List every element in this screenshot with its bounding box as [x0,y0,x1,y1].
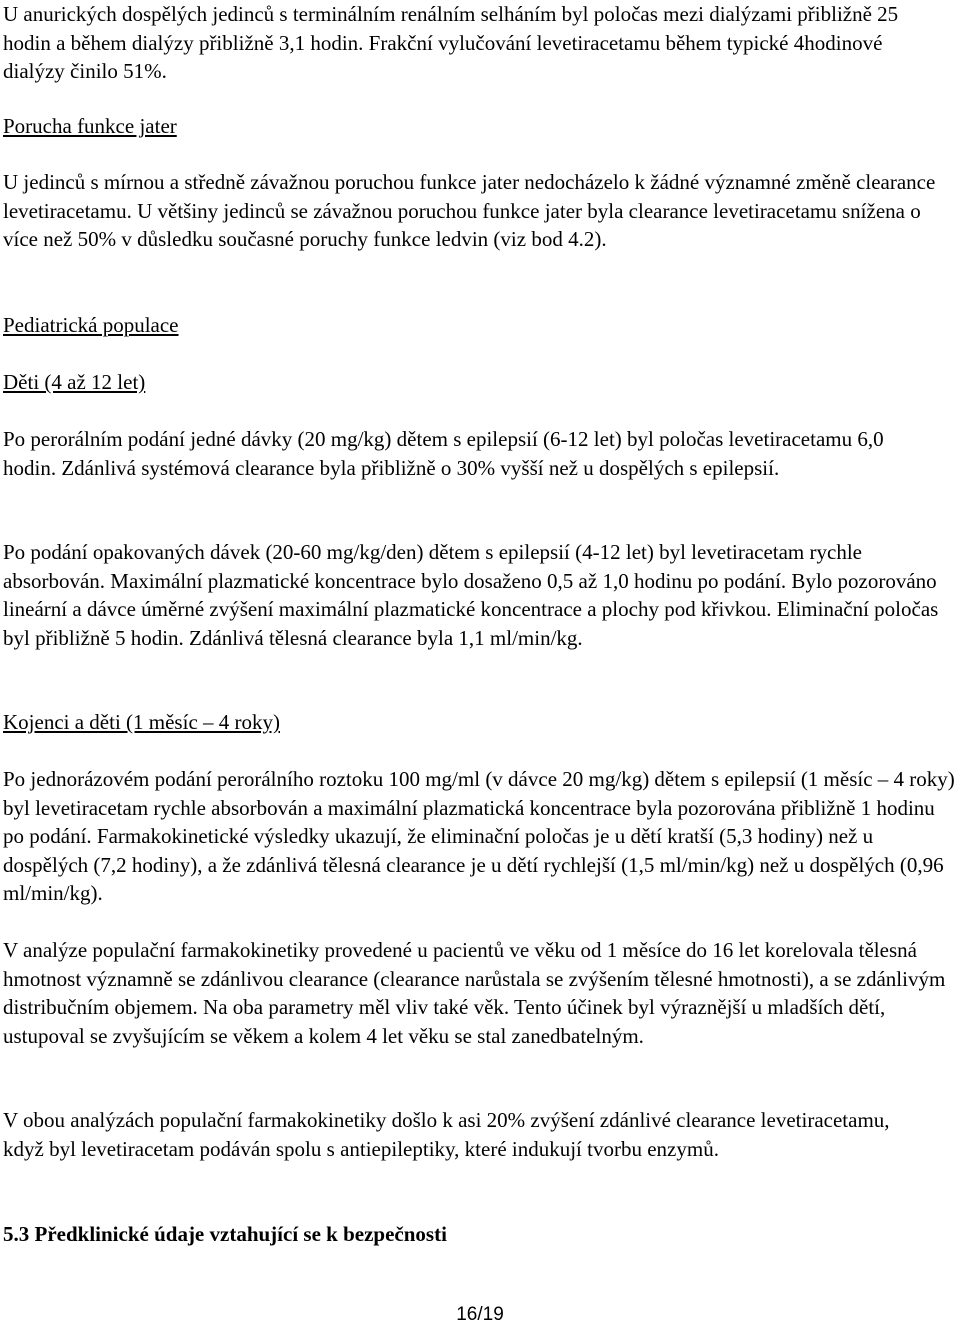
subheading-infants: Kojenci a děti (1 měsíc – 4 roky) [3,710,280,734]
paragraph-infants-3: V obou analýzách populační farmakokinetiky došlo k asi 20% zvýšení zdánlivé clearance levetiracetamu, když byl levetiracetam podáván spolu s antiepileptiky, které indukují tvorbu enzymů. [3,1108,890,1161]
paragraph-infants-2: V analýze populační farmakokinetiky provedené u pacientů ve věku od 1 měsíce do 16 let korelovala tělesná hmotnost významně se zdánlivou clearance (clearance narůstala se zvýšením tělesné hmotnosti), a se zdánlivým distribučním objemem. Na oba parametry měl vliv také věk. Tento účinek byl výraznější u mladších dětí, ustupoval se zvyšujícím se věkem a kolem 4 let věku se stal zanedbatelným. [3,938,946,1048]
subheading-hepatic: Porucha funkce jater [3,114,177,138]
paragraph-children-2: Po podání opakovaných dávek (20-60 mg/kg/den) dětem s epilepsií (4-12 let) byl levetiracetam rychle absorbován. Maximální plazmatické koncentrace bylo dosaženo 0,5 až 1,0 hodinu po podání. Bylo pozorováno lineární a dávce úměrné zvýšení maximální plazmatické koncentrace a plochy pod křivkou. Eliminační poločas byl přibližně 5 hodin. Zdánlivá tělesná clearance byla 1,1 ml/min/kg. [3,540,939,650]
subheading-pediatric: Pediatrická populace [3,313,179,337]
paragraph-renal: U anurických dospělých jedinců s terminálním renálním selháním byl poločas mezi dialýzami přibližně 25 hodin a během dialýzy přibližně 3,1 hodin. Frakční vylučování levetiracetamu během typické 4hodinové dialýzy činilo 51%. [3,2,899,84]
section-heading: 5.3 Předklinické údaje vztahující se k bezpečnosti [3,1222,447,1246]
paragraph-infants-1: Po jednorázovém podání perorálního roztoku 100 mg/ml (v dávce 20 mg/kg) dětem s epilepsií (1 měsíc – 4 roky) byl levetiracetam rychle absorbován a maximální plazmatická koncentrace byla pozorována přibližně 1 hodinu po podání. Farmakokinetické výsledky ukazují, že eliminační poločas je u dětí kratší (5,3 hodiny) než u dospělých (7,2 hodiny), a že zdánlivá tělesná clearance je u dětí rychlejší (1,5 ml/min/kg) než u dospělých (0,96 ml/min/kg). [3,767,955,906]
page-number: 16/19 [456,1304,504,1325]
paragraph-children-1: Po perorálním podání jedné dávky (20 mg/kg) dětem s epilepsií (6-12 let) byl poločas levetiracetamu 6,0 hodin. Zdánlivá systémová clearance byla přibližně o 30% vyšší než u dospělých s epilepsií. [3,427,884,480]
paragraph-hepatic: U jedinců s mírnou a středně závažnou poruchou funkce jater nedocházelo k žádné významné změně clearance levetiracetamu. U většiny jedinců se závažnou poruchou funkce jater byla clearance levetiracetamu snížena o více než 50% v důsledku současné poruchy funkce ledvin (viz bod 4.2). [3,170,936,252]
subheading-children: Děti (4 až 12 let) [3,370,146,394]
